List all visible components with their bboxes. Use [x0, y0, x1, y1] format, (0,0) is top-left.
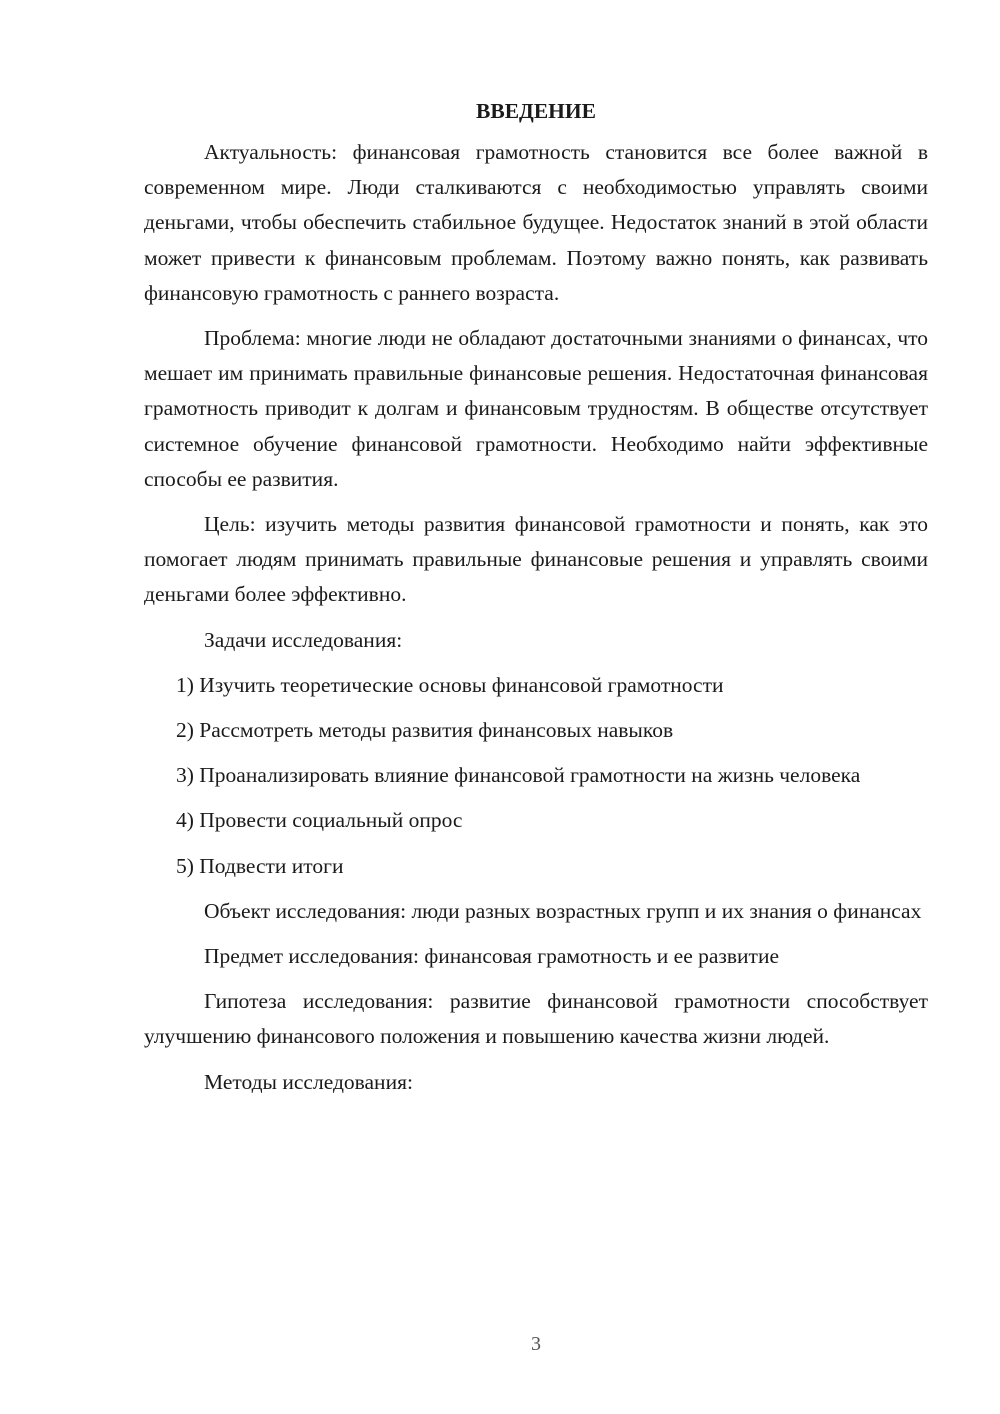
paragraph-subject: Предмет исследования: финансовая грамотность и ее развитие [204, 944, 779, 969]
task-item-3: 3) Проанализировать влияние финансовой грамотности на жизнь человека [176, 763, 861, 788]
page-title: ВВЕДЕНИЕ [476, 99, 596, 123]
paragraph-problem: Проблема: многие люди не обладают достаточными знаниями о финансах, что мешает им принимать правильные финансовые решения. Недостаточная финансовая грамотность приводит к долгам и финансовым трудностям. В обществе отсутствует системное обучение финансовой грамотности. Необходимо найти эффективные способы ее развития. [144, 326, 928, 491]
paragraph-relevance: Актуальность: финансовая грамотность становится все более важной в современном мире. Люди сталкиваются с необходимостью управлять своими деньгами, чтобы обеспечить стабильное будущее. Недостаток знаний в этой области может привести к финансовым проблемам. Поэтому важно понять, как развивать финансовую грамотность с раннего возраста. [144, 140, 928, 305]
paragraph-hypothesis: Гипотеза исследования: развитие финансовой грамотности способствует улучшению финансового положения и повышению качества жизни людей. [144, 989, 928, 1049]
task-item-1: 1) Изучить теоретические основы финансовой грамотности [176, 672, 724, 697]
paragraph-goal: Цель: изучить методы развития финансовой грамотности и понять, как это помогает людям принимать правильные финансовые решения и управлять своими деньгами более эффективно. [144, 512, 928, 607]
task-item-5: 5) Подвести итоги [176, 853, 344, 878]
paragraph-object: Объект исследования: люди разных возрастных групп и их знания о финансах [204, 898, 922, 923]
task-item-2: 2) Рассмотреть методы развития финансовых навыков [176, 718, 674, 743]
methods-heading: Методы исследования: [204, 1069, 413, 1094]
page-number: 3 [531, 1333, 541, 1355]
task-item-4: 4) Провести социальный опрос [176, 808, 463, 833]
tasks-heading: Задачи исследования: [204, 627, 403, 652]
document-page [144, 94, 928, 1110]
